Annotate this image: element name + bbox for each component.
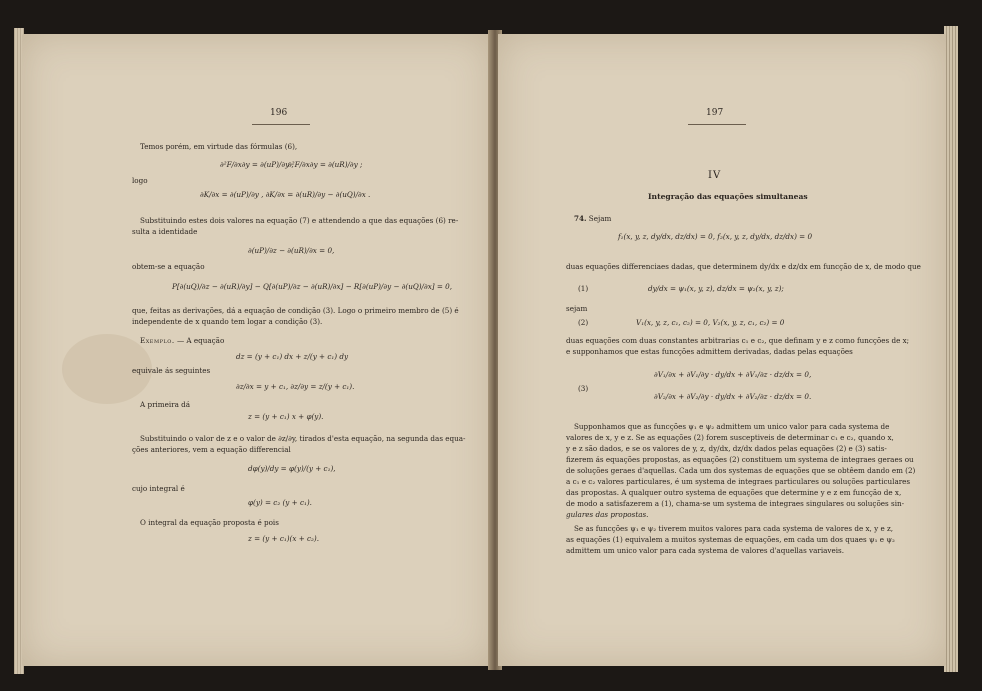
equation: f₁(x, y, z, dy/dx, dz/dx) = 0, f₂(x, y, z, dy/dx, dz/dx) = 0 — [618, 232, 813, 241]
text-line: duas equações com duas constantes arbitrarias c₁ e c₂, que definam y e z como funcções de x; — [566, 336, 910, 345]
section-heading: Integração das equações simultaneas — [648, 192, 808, 201]
text-line: obtem-se a equação — [132, 262, 205, 271]
text-line: cujo integral é — [132, 484, 185, 493]
equation: dz = (y + c₁) dx + z/(y + c₁) dy — [236, 352, 348, 361]
text-line: a c₁ e c₂ valores particulares, é um systema de integraes particulares ou soluções particulares — [566, 477, 911, 486]
text-line: Substituindo o valor de z e o valor de ∂z/∂y, tirados d'esta equação, na segunda das equa- — [140, 434, 466, 443]
example-text: — A equação — [174, 336, 225, 345]
equation: V₁(x, y, z, c₁, c₂) = 0, V₂(x, y, z, c₁, c₂) = 0 — [636, 318, 785, 327]
text-line: Supponhamos que as funcções ψ₁ e ψ₂ admittem um unico valor para cada systema de — [574, 422, 890, 431]
text-line: as equações (1) equivalem a muitos systemas de equações, em cada um dos quaes ψ₁ e ψ₂ — [566, 535, 895, 544]
text-line: sulta a identidade — [132, 227, 198, 236]
text-line: logo — [132, 176, 148, 185]
text-line: A primeira dá — [140, 400, 191, 409]
paragraph-text: Sejam — [586, 214, 612, 223]
text-line: Temos porém, em virtude das fórmulas (6), — [140, 142, 298, 151]
text-line: de modo a satisfazerem a (1), chama-se um systema de integraes singulares ou soluções sin- — [566, 499, 905, 508]
page-number-rule — [252, 124, 310, 125]
equation: dφ(y)/dy = φ(y)/(y + c₁), — [248, 464, 336, 473]
text-line: duas equações differenciaes dadas, que determinem dy/dx e dz/dx em funcção de x, de modo que — [566, 262, 921, 271]
equation-label: (2) — [578, 318, 589, 327]
equation: P[∂(uQ)/∂z − ∂(uR)/∂y] − Q[∂(uP)/∂z − ∂(uR)/∂x] − R[∂(uP)/∂y − ∂(uQ)/∂x] = 0, — [172, 282, 453, 291]
example-label: Exemplo. — [140, 336, 175, 345]
paragraph-74 — [574, 214, 611, 223]
chapter-number: IV — [708, 170, 722, 181]
text-line: O integral da equação proposta é pois — [140, 518, 279, 527]
text-line: ções anteriores, vem a equação differencial — [132, 445, 291, 454]
page-number-rule — [688, 124, 746, 125]
text-line: fizerem ás equações propostas, as equações (2) constituem um systema de integraes geraes ou — [566, 455, 914, 464]
text-line: valores de x, y e z. Se as equações (2) forem susceptiveis de determinar c₁ e c₂, quando x, — [566, 433, 894, 442]
text-line: sejam — [566, 304, 588, 313]
text-line: Se as funcções ψ₁ e ψ₂ tiverem muitos valores para cada systema de valores de x, y e z, — [574, 524, 894, 533]
text-line: e supponhamos que estas funcções admittem derivadas, dadas pelas equações — [566, 347, 853, 356]
example-line — [140, 336, 224, 345]
equation: ∂V₂/∂x + ∂V₂/∂y · dy/dx + ∂V₂/∂z · dz/dx = 0. — [654, 392, 812, 401]
paragraph-number: 74. — [574, 214, 587, 223]
text-line: y e z são dados, e se os valores de y, z, dy/dx, dz/dx dados pelas equações (2) e (3) satis- — [566, 444, 887, 453]
equation: ∂(uP)/∂z − ∂(uR)/∂x = 0, — [248, 246, 335, 255]
equation: ∂V₁/∂x + ∂V₁/∂y · dy/dx + ∂V₁/∂z · dz/dx = 0, — [654, 370, 812, 379]
text-line: que, feitas as derivações, dá a equação de condição (3). Logo o primeiro membro de (5) é — [132, 306, 459, 315]
equation-label: (1) — [578, 284, 589, 293]
text-line: admittem um unico valor para cada systema de valores d'aquellas variaveis. — [566, 546, 845, 555]
equation: ∂²F/∂x∂y = ∂(uR)/∂y ; — [288, 160, 363, 169]
equation: dy/dx = ψ₁(x, y, z), dz/dx = ψ₂(x, y, z); — [648, 284, 784, 293]
text-line: gulares das propostas. — [566, 510, 649, 519]
text-line: equivale ás seguintes — [132, 366, 211, 375]
text-line: de soluções geraes d'aquellas. Cada um dos systemas de equações que se obtêem dando em (2) — [566, 466, 916, 475]
equation: φ(y) = c₂ (y + c₁). — [248, 498, 312, 507]
page-number: 196 — [270, 108, 288, 118]
equation-label: (3) — [578, 384, 589, 393]
equation: z = (y + c₁)(x + c₂). — [248, 534, 319, 543]
equation: ∂²F/∂x∂y = ∂(uP)/∂y , — [220, 160, 294, 169]
left-page — [22, 34, 492, 666]
text-line: Substituindo estes dois valores na equação (7) e attendendo a que das equações (6) re- — [140, 216, 459, 225]
text-line: das propostas. A qualquer outro systema de equações que determine y e z em funcção de x, — [566, 488, 902, 497]
equation: z = (y + c₁) x + φ(y). — [248, 412, 324, 421]
text-line: independente de x quando tem logar a condição (3). — [132, 317, 323, 326]
page-number: 197 — [706, 108, 724, 118]
right-page — [498, 34, 946, 666]
right-page-edges — [944, 26, 958, 672]
equation: ∂z/∂x = y + c₁, ∂z/∂y = z/(y + c₁). — [236, 382, 355, 391]
equation: ∂K/∂x = ∂(uP)/∂y , ∂K/∂x = ∂(uR)/∂y − ∂(uQ)/∂x . — [200, 190, 371, 199]
